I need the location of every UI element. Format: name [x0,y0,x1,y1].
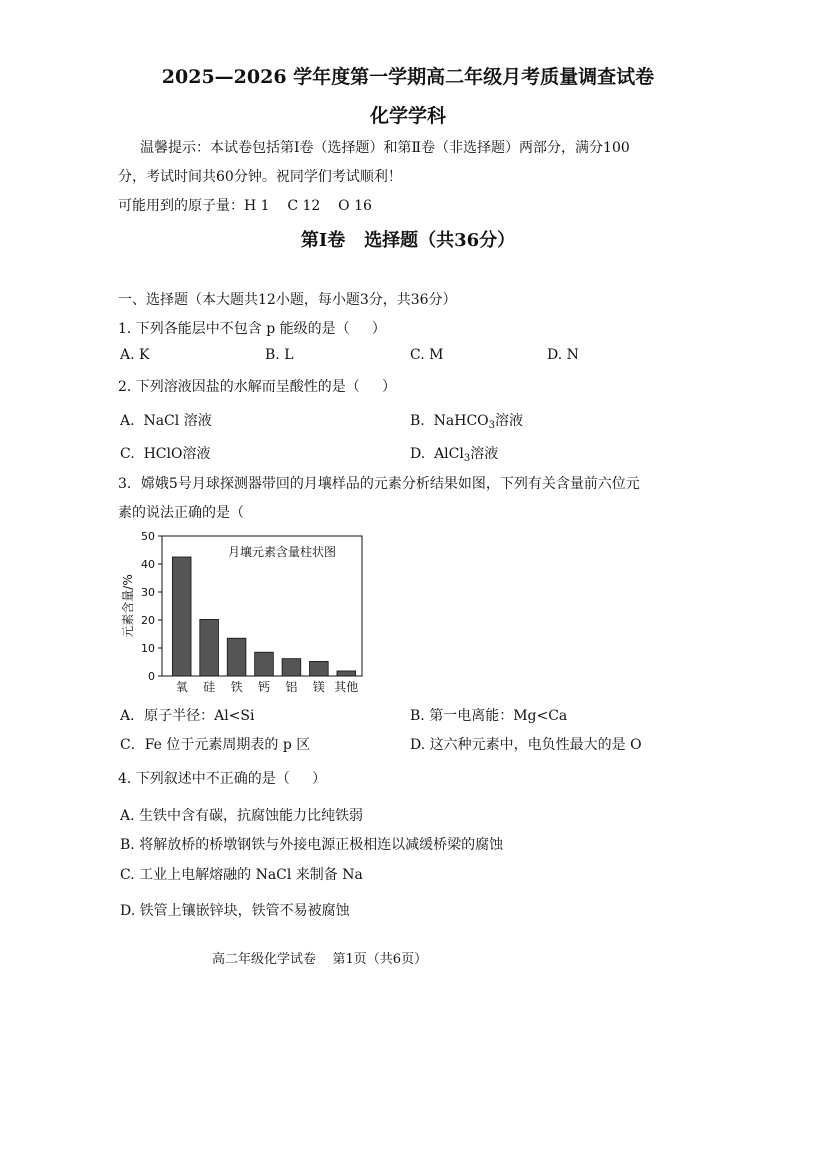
moon-soil-chart [118,528,368,698]
q4-option-b: B. 将解放桥的桥墩钢铁与外接电源正极相连以减缓桥梁的腐蚀 [120,837,504,853]
y-tick-label: 0 [148,670,155,683]
x-tick-label: 镁 [312,680,325,694]
section-heading: 一、选择题（本大题共12小题，每小题3分，共36分） [118,292,457,308]
q4-option-d: D. 铁管上镶嵌锌块，铁管不易被腐蚀 [120,903,350,919]
q4-option-a: A. 生铁中含有碳，抗腐蚀能力比纯铁弱 [120,808,364,824]
x-tick-label: 铁 [230,680,243,694]
x-tick-label: 铝 [285,680,298,694]
q3-stem-line-1: 3．嫦娥5号月球探测器带回的月壤样品的元素分析结果如图，下列有关含量前六位元 [118,476,640,492]
bar-2 [227,638,246,676]
q1-option-a: A. K [120,347,150,363]
bar-3 [255,652,274,676]
q1-option-c: C. M [410,347,444,363]
y-tick-label: 20 [141,614,155,627]
q2-option-a: A. NaCl 溶液 [120,413,212,429]
chart-svg [118,528,368,698]
x-tick-label: 氧 [175,680,188,694]
q3-option-c: C．Fe 位于元素周期表的 p 区 [120,737,311,753]
y-tick-label: 40 [141,558,155,571]
bar-1 [200,619,219,676]
atomic-mass-line: 可能用到的原子量：H 1 C 12 O 16 [118,198,372,214]
bar-4 [282,659,301,676]
q3-option-d: D. 这六种元素中，电负性最大的是 O [410,737,642,753]
q4-stem: 4. 下列叙述中不正确的是（ ） [118,771,327,787]
y-tick-label: 10 [141,642,155,655]
chart-title: 月壤元素含量柱状图 [227,545,337,559]
page-footer: 高二年级化学试卷 第1页（共6页） [212,952,428,967]
q3-stem-line-2: 素的说法正确的是（ [118,505,244,521]
q3-option-a: A．原子半径：Al<Si [120,708,255,724]
notice-line-2: 分，考试时间共60分钟。祝同学们考试顺利！ [118,169,402,185]
q3-option-b: B. 第一电离能：Mg<Ca [410,708,568,724]
y-tick-label: 30 [141,586,155,599]
subject-title: 化学学科 [369,105,446,127]
q2-stem: 2. 下列溶液因盐的水解而呈酸性的是（ ） [118,379,397,395]
q2-option-d: D. AlCl$_3$溶液 [410,446,499,464]
bar-6 [337,671,356,676]
bar-5 [310,661,329,676]
notice-line-1: 温馨提示：本试卷包括第Ⅰ卷（选择题）和第Ⅱ卷（非选择题）两部分，满分100 [140,140,630,156]
y-tick-label: 50 [141,530,155,543]
exam-title: 2025—2026 学年度第一学期高二年级月考质量调查试卷 [161,66,655,88]
part1-title: 第Ⅰ卷 选择题（共36分） [300,230,516,251]
x-tick-label: 钙 [257,680,271,694]
q1-option-b: B. L [265,347,294,363]
q2-option-b: B. NaHCO$_3$溶液 [410,413,524,431]
x-tick-label: 硅 [203,680,216,694]
q2-option-c: C. HClO溶液 [120,446,211,462]
q4-option-c: C. 工业上电解熔融的 NaCl 来制备 Na [120,867,363,883]
bar-0 [172,557,191,676]
chart-y-axis-label: 元素含量/% [121,574,135,638]
q1-stem: 1. 下列各能层中不包含 p 能级的是（ ） [118,321,386,337]
x-tick-label: 其他 [334,680,359,694]
q1-option-d: D. N [547,347,579,363]
